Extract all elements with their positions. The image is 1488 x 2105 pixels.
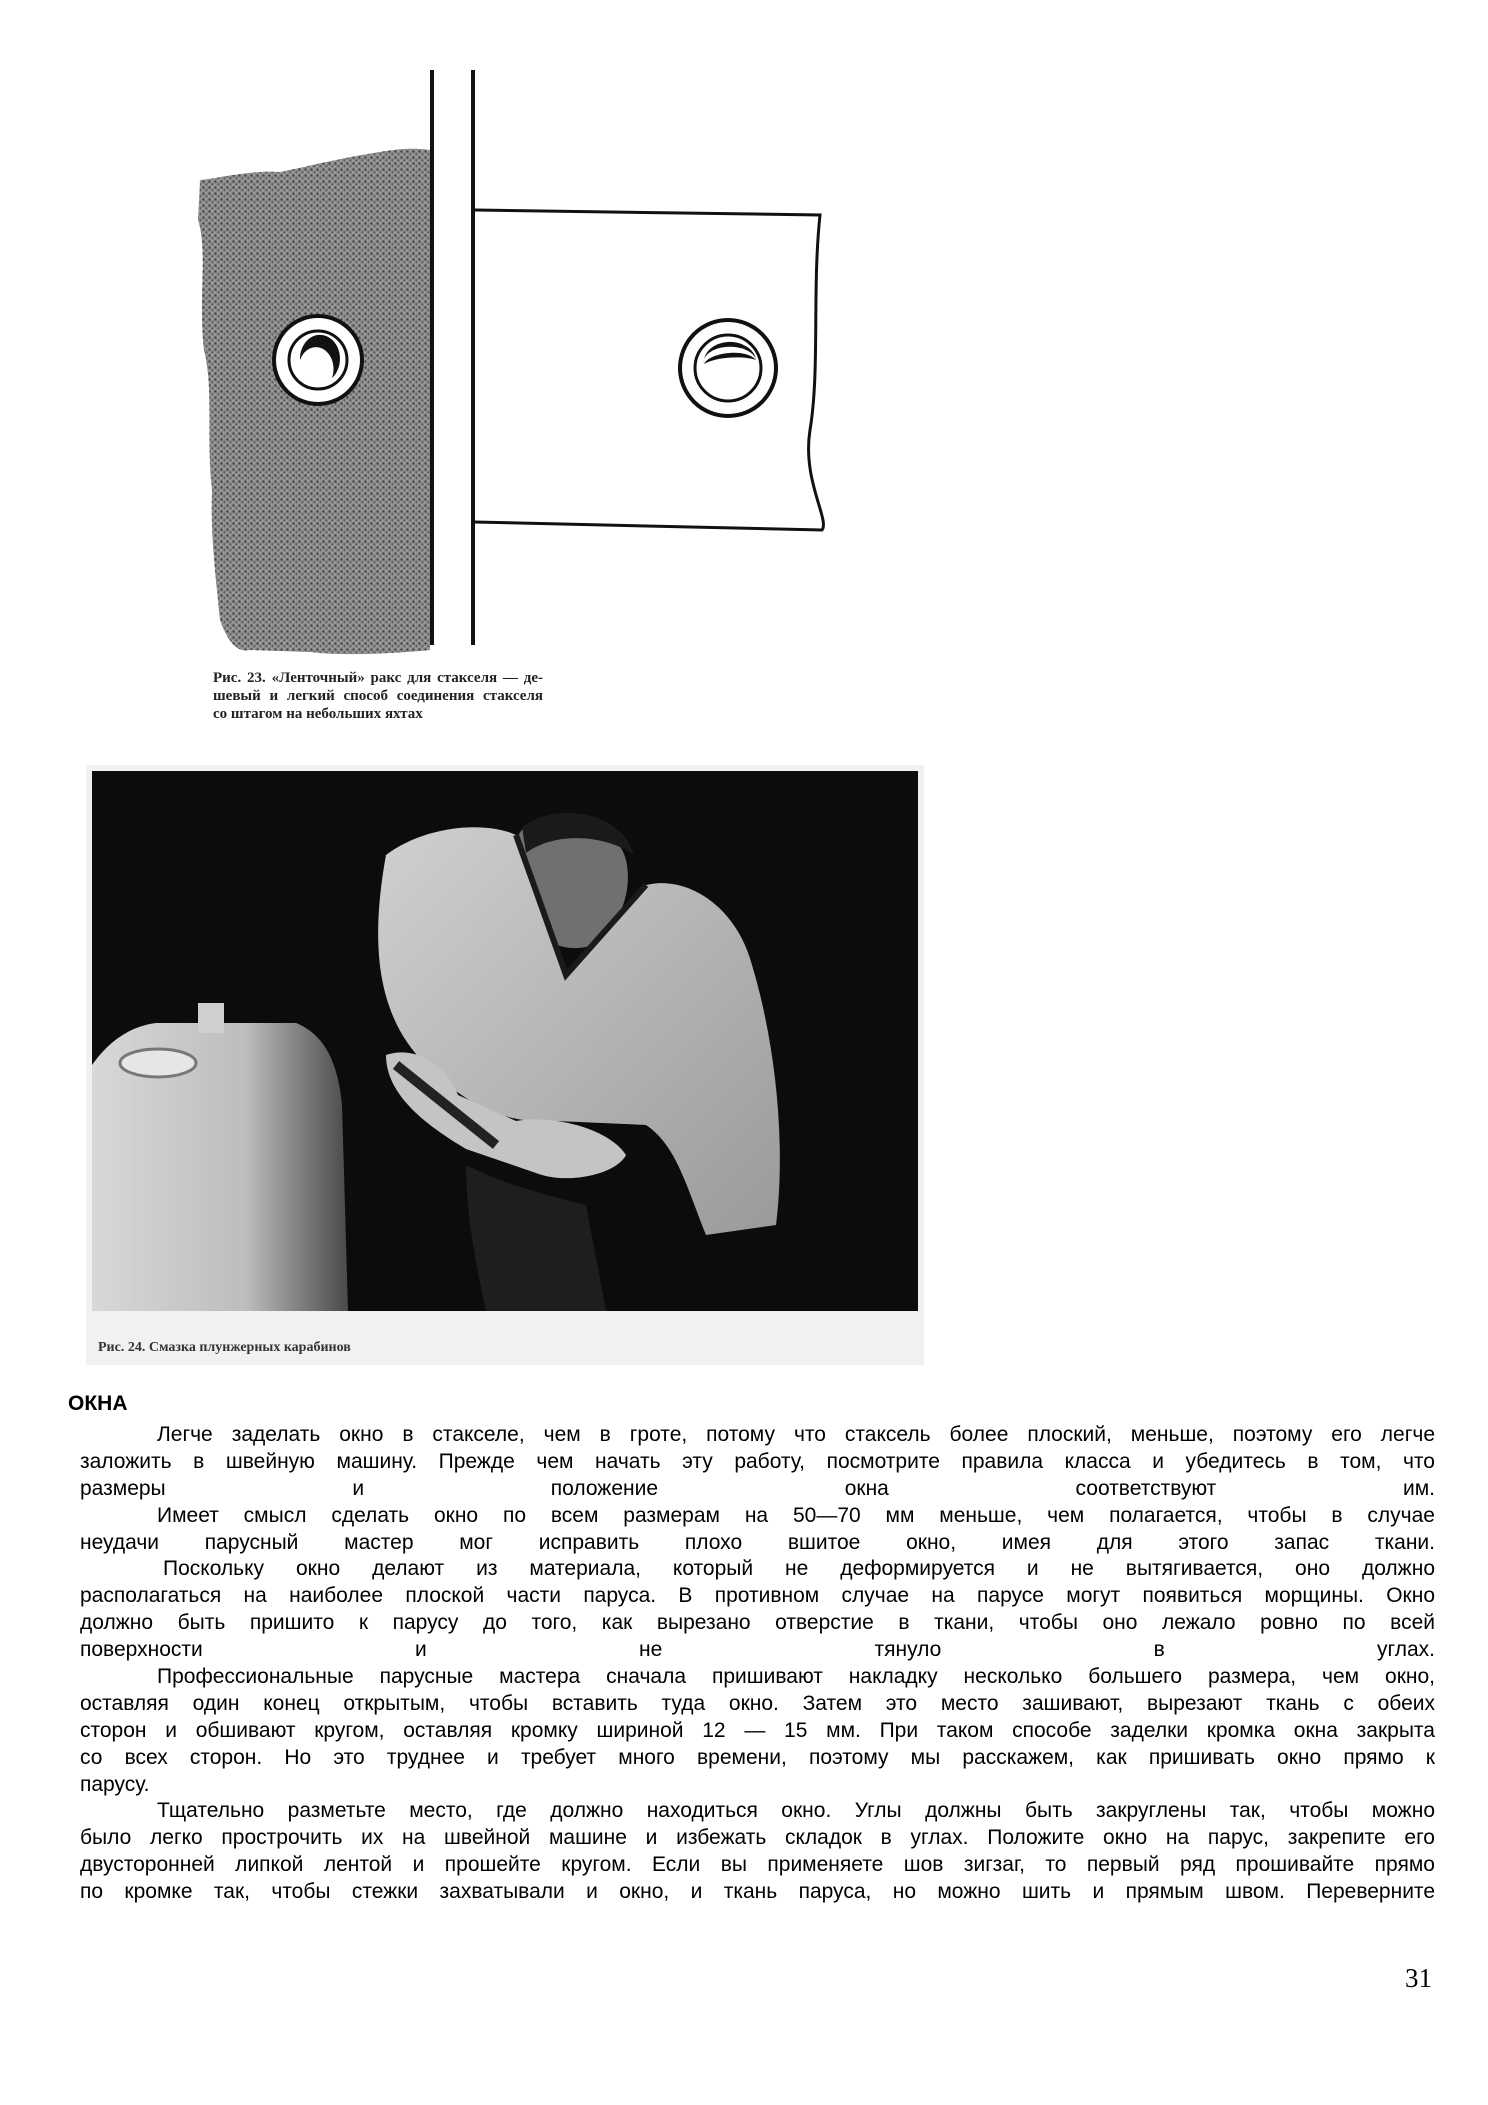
article-body (80, 1422, 1435, 1906)
article-line: Тщательно разметьте место, где должно находиться окно. Углы должны быть закруглены так, чтобы можно (157, 1799, 1435, 1823)
article-line: располагаться на наиболее плоской части паруса. В противном случае на парусе могут появиться морщины. Окно (80, 1584, 1435, 1608)
article-line: двусторонней липкой лентой и прошейте кругом. Если вы применяете шов зигзаг, то первый ряд прошивайте прямо (80, 1853, 1435, 1877)
grommet-right (680, 320, 776, 416)
article-line: Легче заделать окно в стакселе, чем в гроте, потому что стаксель более плоский, меньше, поэтому его легче (157, 1423, 1435, 1446)
section-heading: ОКНА (68, 1392, 128, 1415)
canister-spout (198, 1003, 224, 1033)
article-line: размеры и положение окна соответствуют им. (80, 1476, 1435, 1500)
grommet-left (274, 316, 362, 404)
figure-23-caption (213, 669, 543, 723)
article-line: Имеет смысл сделать окно по всем размерам на 50—70 мм меньше, чем полагается, чтобы в случае (157, 1503, 1435, 1527)
figure-24-caption: Рис. 24. Смазка плунжерных карабинов (98, 1340, 351, 1355)
figure-23-caption-line: шевый и легкий способ соединения стакселя (213, 688, 543, 704)
article-line: парусу. (80, 1772, 150, 1796)
article-line: заложить в швейную машину. Прежде чем начать эту работу, посмотрите правила класса и убедитесь в том, что (80, 1449, 1435, 1473)
article-line: поверхности и не тянуло в углах. (80, 1638, 1435, 1662)
article-line: неудачи парусный мастер мог исправить плохо вшитое окно, имея для этого запас ткани. (80, 1530, 1435, 1554)
article-line: было легко прострочить их на швейной машине и избежать складок в углах. Положите окно на парус, закрепите его (80, 1826, 1435, 1850)
figure-24-photo (86, 765, 924, 1365)
figure-23-illustration (190, 60, 950, 660)
page-number: 31 (1405, 1963, 1432, 1993)
article-line: со всех сторон. Но это труднее и требует много времени, поэтому мы расскажем, как пришивать окно прямо к (80, 1745, 1435, 1769)
article-line: оставляя один конец открытым, чтобы вставить туда окно. Затем это место зашивают, вырезают ткань с обеих (80, 1691, 1435, 1715)
article-line: должно быть пришито к парусу до того, как вырезано отверстие в ткани, чтобы оно лежало ровно по всей (80, 1611, 1435, 1635)
article-line: Профессиональные парусные мастера сначала пришивают накладку несколько большего размера, чем окно, (157, 1665, 1435, 1689)
article-line: Поскольку окно делают из материала, который не деформируется и не вытягивается, оно должно (163, 1557, 1435, 1581)
article-line: сторон и обшивают кругом, оставляя кромку шириной 12 — 15 мм. При таком способе заделки кромка окна закрыта (80, 1718, 1435, 1742)
photo-caption-strip (86, 1311, 924, 1365)
figure-23-caption-line: Рис. 23. «Ленточный» ракс для стакселя — де- (213, 670, 543, 686)
article-line: по кромке так, чтобы стежки захватывали и окно, и ткань паруса, но можно шить и прямым швом. Переверните (80, 1880, 1435, 1904)
figure-23-caption-line: со штагом на небольших яхтах (213, 706, 423, 722)
canister-cap (120, 1049, 196, 1077)
